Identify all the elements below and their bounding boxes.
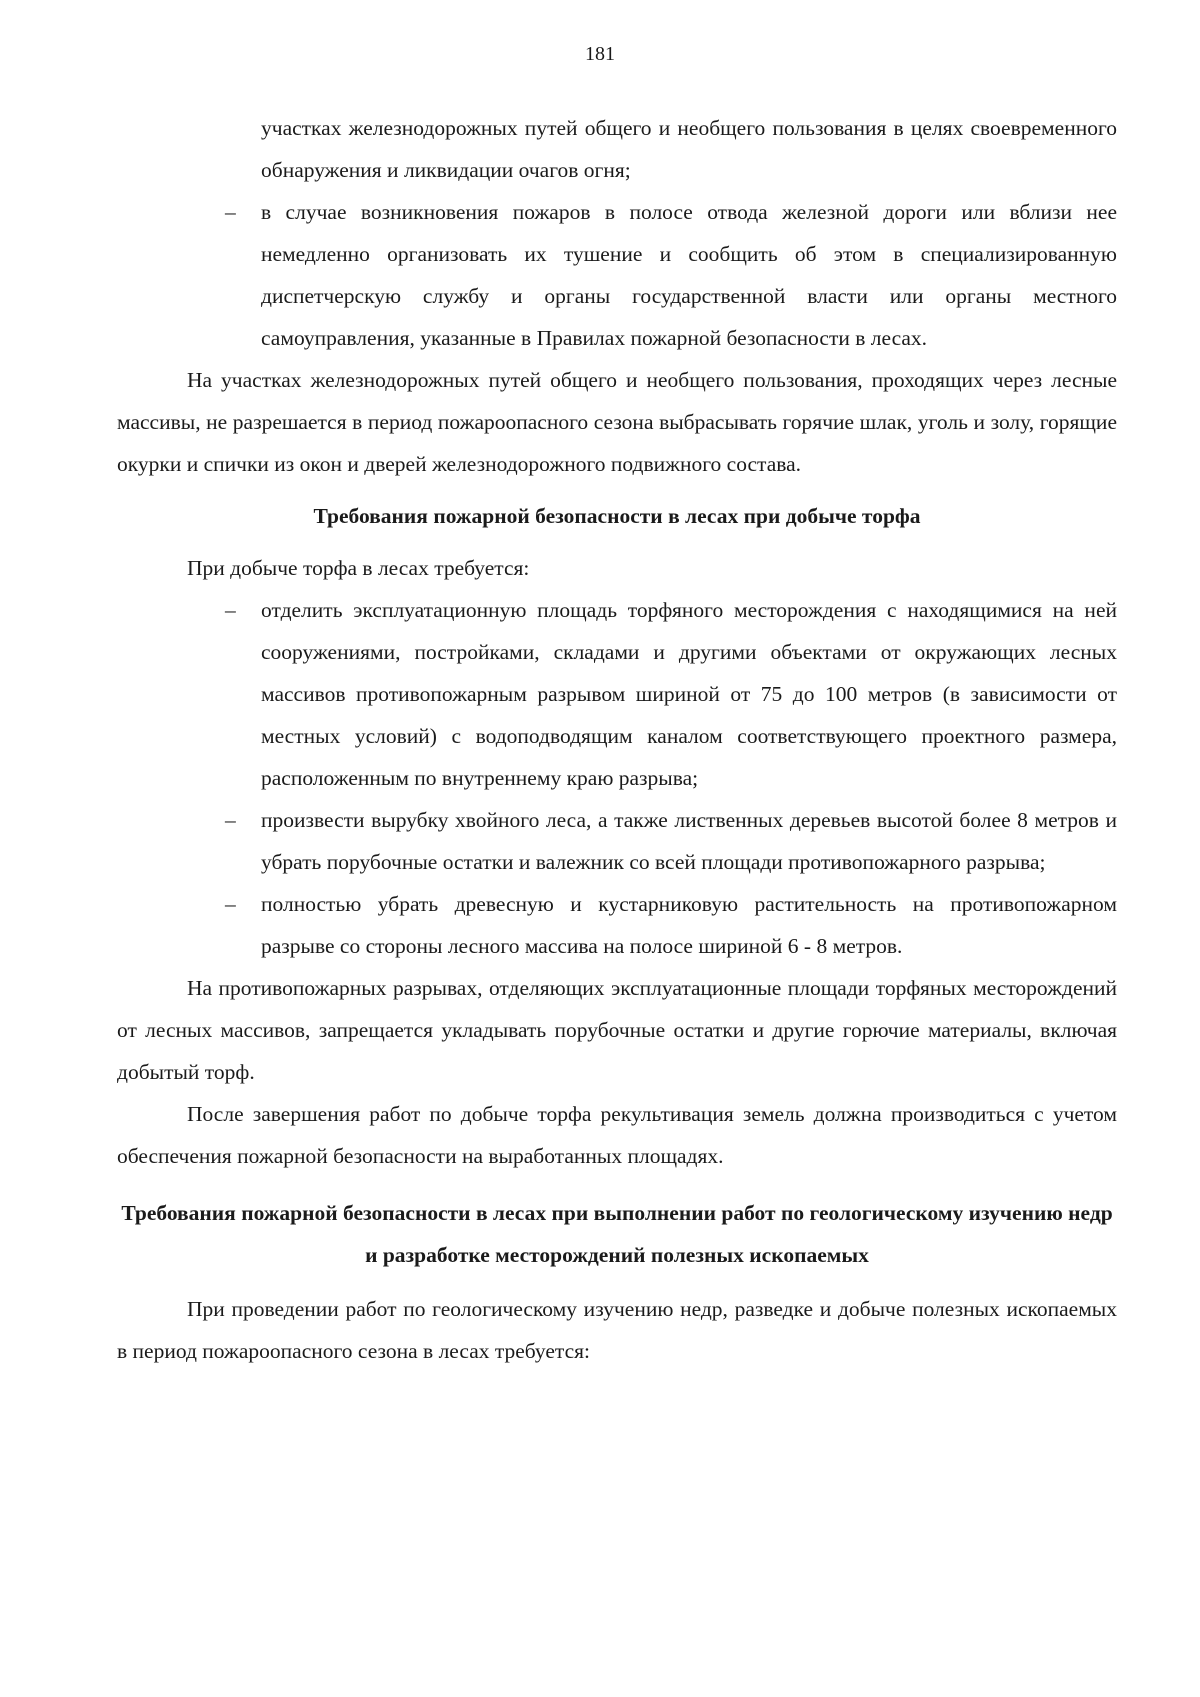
list-item-text: произвести вырубку хвойного леса, а также лиственных деревьев высотой более 8 метров и убрать порубочные остатки и валежник со всей площади противопожарного разрыва; <box>261 808 1117 874</box>
list-item <box>117 589 1117 799</box>
list-dash: – <box>225 200 236 224</box>
section-heading: Требования пожарной безопасности в лесах при выполнении работ по геологическому изучению недр и разработке месторождений полезных ископаемых <box>121 1201 1113 1267</box>
list-item-text: в случае возникновения пожаров в полосе отвода железной дороги или вблизи нее немедленно организовать их тушение и сообщить об этом в специализированную диспетчерскую службу и органы государственной власти или органы местного самоуправления, указанные в Правилах пожарной безопасности в лесах. <box>261 200 1117 350</box>
list-item <box>117 883 1117 967</box>
paragraph: При добыче торфа в лесах требуется: <box>187 556 530 580</box>
paragraph: При проведении работ по геологическому изучению недр, разведке и добыче полезных ископаемых в период пожароопасного сезона в лесах требуется: <box>117 1297 1117 1363</box>
list-dash: – <box>225 808 236 832</box>
list-item <box>117 799 1117 883</box>
list-item-text: полностью убрать древесную и кустарниковую растительность на противопожарном разрыве со стороны лесного массива на полосе шириной 6 - 8 метров. <box>261 892 1117 958</box>
list-item <box>117 191 1117 359</box>
page-number: 181 <box>585 43 615 65</box>
paragraph: После завершения работ по добыче торфа рекультивация земель должна производиться с учетом обеспечения пожарной безопасности на выработанных площадях. <box>117 1102 1117 1168</box>
paragraph: На противопожарных разрывах, отделяющих эксплуатационные площади торфяных месторождений от лесных массивов, запрещается укладывать порубочные остатки и другие горючие материалы, включая добытый торф. <box>117 976 1117 1084</box>
list-item-text: отделить эксплуатационную площадь торфяного месторождения с находящимися на ней сооружениями, постройками, складами и другими объектами от окружающих лесных массивов противопожарным разрывом шириной от 75 до 100 метров (в зависимости от местных условий) с водоподводящим каналом соответствующего проектного размера, расположенным по внутреннему краю разрыва; <box>261 598 1117 790</box>
list-item-continuation <box>117 107 1117 191</box>
list-dash: – <box>225 892 236 916</box>
list-item-text: участках железнодорожных путей общего и необщего пользования в целях своевременного обнаружения и ликвидации очагов огня; <box>261 116 1117 182</box>
list-dash: – <box>225 598 236 622</box>
document-body <box>117 107 1117 1372</box>
paragraph: На участках железнодорожных путей общего и необщего пользования, проходящих через лесные массивы, не разрешается в период пожароопасного сезона выбрасывать горячие шлак, уголь и золу, горящие окурки и спички из окон и дверей железнодорожного подвижного состава. <box>117 368 1117 476</box>
section-heading: Требования пожарной безопасности в лесах при добыче торфа <box>313 504 921 528</box>
